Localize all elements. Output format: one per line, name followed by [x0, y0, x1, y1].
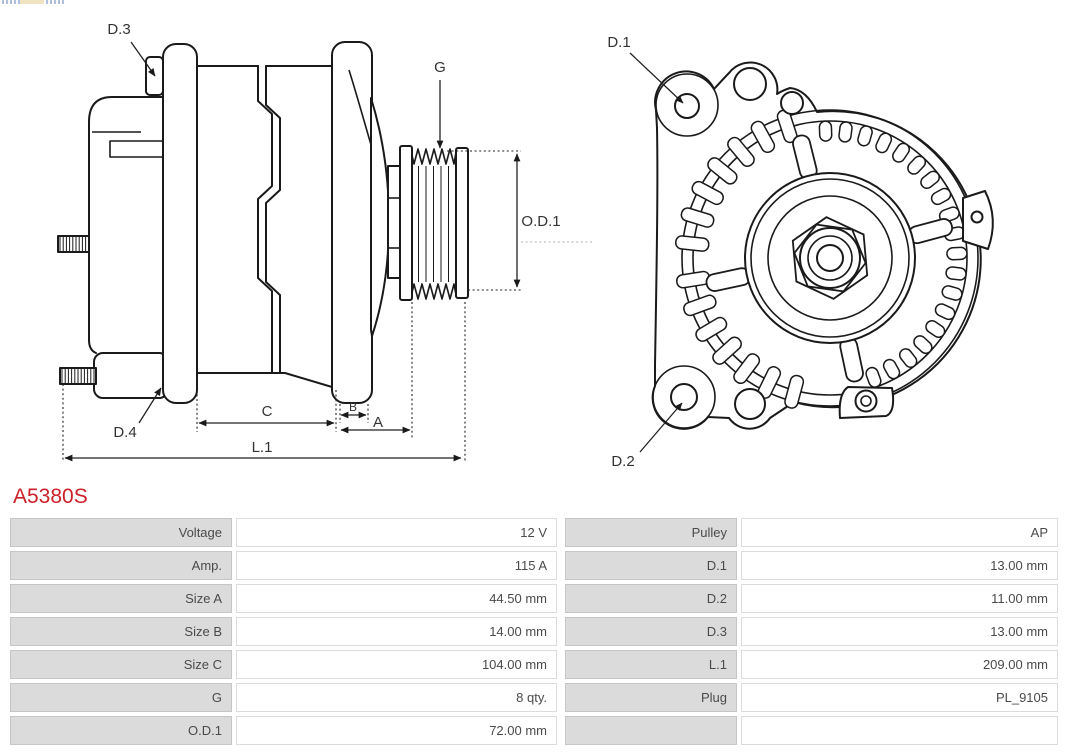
hole-top-2: [734, 68, 766, 100]
spec-row: [10, 518, 1062, 547]
spec-value: 209.00 mm: [741, 650, 1058, 679]
spec-label: G: [10, 683, 232, 712]
shaft: [388, 166, 400, 278]
spec-label: Plug: [565, 683, 737, 712]
pulley: [400, 146, 468, 300]
spec-row: [10, 716, 1062, 745]
spec-row: [10, 584, 1062, 613]
spec-row: [10, 683, 1062, 712]
spec-row: [10, 650, 1062, 679]
side-view: [58, 21, 593, 461]
hole-d2: [671, 384, 697, 410]
spec-label: L.1: [565, 650, 737, 679]
spec-table: [10, 518, 1062, 745]
spec-label: [565, 716, 737, 745]
spec-value: 72.00 mm: [236, 716, 557, 745]
front-view: [607, 34, 993, 470]
pulley-grooves: [419, 166, 449, 282]
spec-label: Size C: [10, 650, 232, 679]
front-bracket-bar: [332, 42, 372, 403]
hole-d1: [675, 94, 699, 118]
spec-label: Size A: [10, 584, 232, 613]
label-dim-a: A: [372, 414, 384, 431]
stud-lower: [60, 368, 96, 384]
spec-label: D.2: [565, 584, 737, 613]
shaft-bore: [817, 245, 843, 271]
hole-bottom-2: [735, 389, 765, 419]
rear-cover-outline: [89, 97, 163, 353]
spec-value: PL_9105: [741, 683, 1058, 712]
rear-cover-slot: [110, 141, 163, 157]
spec-value: 115 A: [236, 551, 557, 580]
spec-value: 14.00 mm: [236, 617, 557, 646]
spec-label: O.D.1: [10, 716, 232, 745]
spec-row: [10, 551, 1062, 580]
spec-value: 104.00 mm: [236, 650, 557, 679]
spec-label: D.1: [565, 551, 737, 580]
spec-value: 8 qty.: [236, 683, 557, 712]
dimension-lines: [65, 154, 517, 458]
label-od1: O.D.1: [521, 213, 561, 230]
bottom-foot-hole: [856, 391, 877, 412]
part-number: A5380S: [13, 485, 88, 508]
stator-body: [197, 66, 332, 387]
rear-bracket-bar: [163, 44, 197, 403]
spec-value: 11.00 mm: [741, 584, 1058, 613]
spec-value: 44.50 mm: [236, 584, 557, 613]
stud-upper: [58, 236, 89, 252]
label-d4: D.4: [113, 424, 137, 441]
spec-value: 13.00 mm: [741, 617, 1058, 646]
hole-top-3: [781, 92, 803, 114]
spec-label: Amp.: [10, 551, 232, 580]
extension-lines: [63, 151, 593, 461]
side-tab-hole: [972, 212, 983, 223]
spec-value: 12 V: [236, 518, 557, 547]
spec-value: 13.00 mm: [741, 551, 1058, 580]
nose-cone: [371, 98, 389, 336]
label-d2: D.2: [611, 453, 635, 470]
label-dim-l1: L.1: [251, 439, 273, 456]
label-d1: D.1: [607, 34, 631, 51]
label-g: G: [434, 59, 446, 76]
spec-row: [10, 617, 1062, 646]
rear-boot: [94, 353, 168, 398]
spec-label: Size B: [10, 617, 232, 646]
spec-value: [741, 716, 1058, 745]
label-dim-b: B: [348, 400, 358, 414]
spec-label: D.3: [565, 617, 737, 646]
label-d3: D.3: [107, 21, 131, 38]
label-dim-c: C: [261, 403, 273, 420]
spec-label: Pulley: [565, 518, 737, 547]
spec-value: AP: [741, 518, 1058, 547]
spec-label: Voltage: [10, 518, 232, 547]
